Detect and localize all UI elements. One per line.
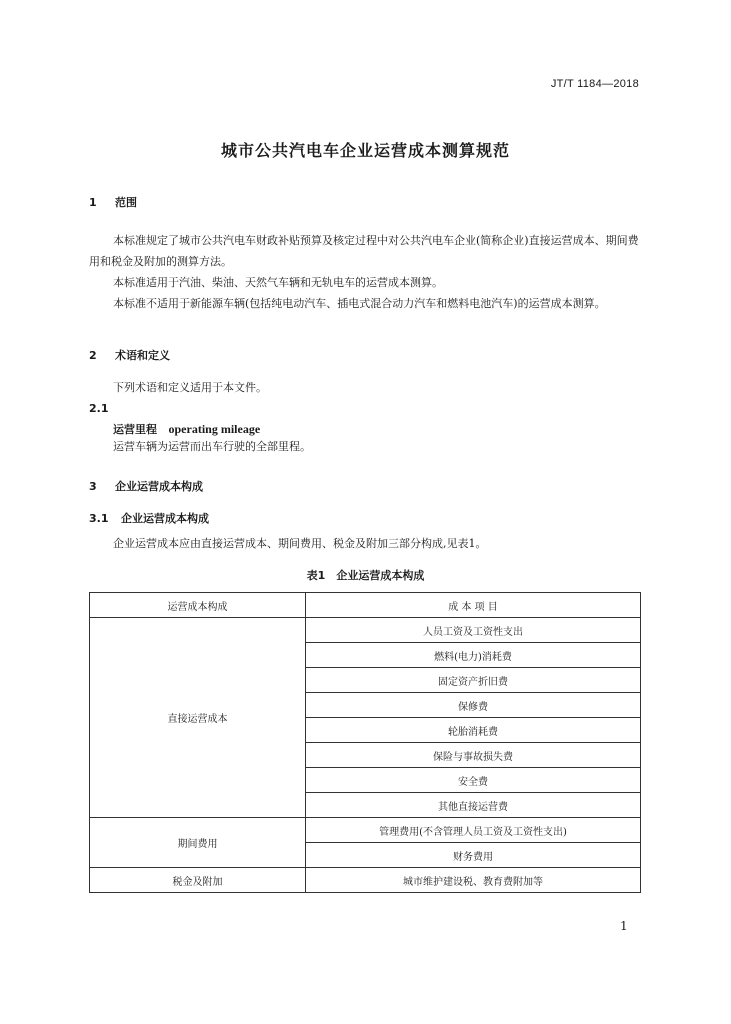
table-header-cell: 成 本 项 目 — [306, 593, 641, 618]
table-group-cell: 直接运营成本 — [90, 618, 306, 818]
section-1-paragraph-1: 本标准规定了城市公共汽电车财政补贴预算及核定过程中对公共汽电车企业(简称企业)直接运营成本、期间费用和税金及附加的测算方法。 — [89, 234, 639, 268]
table-cell: 保修费 — [306, 693, 641, 718]
table-cell: 财务费用 — [306, 843, 641, 868]
section-3-heading — [89, 478, 203, 494]
table-cell: 人员工资及工资性支出 — [306, 618, 641, 643]
table-cell: 保险与事故损失费 — [306, 743, 641, 768]
page-number: 1 — [620, 919, 628, 933]
section-2-heading — [89, 347, 170, 363]
section-1-heading — [89, 194, 137, 210]
table-group-cell: 期间费用 — [90, 818, 306, 868]
section-1-title: 范围 — [115, 196, 137, 209]
table-header-cell: 运营成本构成 — [90, 593, 306, 618]
table-cell: 燃料(电力)消耗费 — [306, 643, 641, 668]
section-3-paragraph: 企业运营成本应由直接运营成本、期间费用、税金及附加三部分构成,见表1。 — [113, 537, 487, 550]
cost-structure-table — [89, 592, 641, 893]
section-2-number: 2 — [89, 349, 97, 362]
table-cell: 轮胎消耗费 — [306, 718, 641, 743]
table-row — [90, 868, 641, 893]
section-3-title: 企业运营成本构成 — [115, 480, 203, 493]
table-group-cell: 税金及附加 — [90, 868, 306, 893]
standard-number: JT/T 1184—2018 — [550, 78, 639, 90]
section-1-paragraph-2: 本标准适用于汽油、柴油、天然气车辆和无轨电车的运营成本测算。 — [113, 276, 443, 289]
clause-3-1-heading — [89, 510, 209, 526]
clause-2-1-number: 2.1 — [89, 402, 109, 415]
section-1-number: 1 — [89, 196, 97, 209]
table-cell: 安全费 — [306, 768, 641, 793]
table-cell: 固定资产折旧费 — [306, 668, 641, 693]
table-cell: 其他直接运营费 — [306, 793, 641, 818]
section-2-title: 术语和定义 — [115, 349, 170, 362]
document-title: 城市公共汽电车企业运营成本测算规范 — [220, 141, 510, 160]
clause-3-1-number: 3.1 — [89, 512, 109, 525]
section-2-paragraph: 下列术语和定义适用于本文件。 — [113, 381, 267, 394]
term-chinese: 运营里程 — [113, 423, 157, 436]
table-cell: 管理费用(不含管理人员工资及工资性支出) — [306, 818, 641, 843]
term-english: operating mileage — [168, 422, 261, 436]
clause-3-1-title: 企业运营成本构成 — [121, 512, 209, 525]
section-3-number: 3 — [89, 480, 97, 493]
table-row — [90, 618, 641, 643]
table-caption: 表1 企业运营成本构成 — [306, 569, 425, 582]
term-definition: 运营车辆为运营而出车行驶的全部里程。 — [113, 440, 311, 453]
section-1-paragraph-3: 本标准不适用于新能源车辆(包括纯电动汽车、插电式混合动力汽车和燃料电池汽车)的运营成本测算。 — [113, 297, 606, 310]
section-1-body — [89, 230, 641, 314]
table-cell: 城市维护建设税、教育费附加等 — [306, 868, 641, 893]
table-header-row — [90, 593, 641, 618]
table-row — [90, 818, 641, 843]
